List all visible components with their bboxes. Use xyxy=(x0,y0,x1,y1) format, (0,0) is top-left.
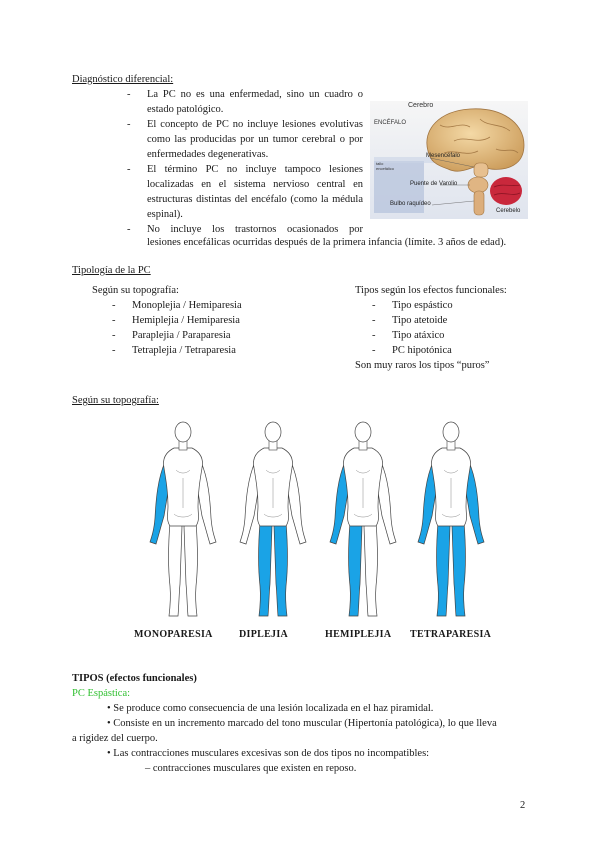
list-item: - Hemiplejia / Hemiparesia xyxy=(112,313,312,328)
left-leg xyxy=(259,522,273,616)
list-item: - La PC no es una enfermedad, sino un cuadro o estado patológico. xyxy=(127,87,363,117)
brain-label-mesencefalo: Mesencéfalo xyxy=(426,153,461,159)
subheading-pc-espastica: PC Espástica: xyxy=(72,688,131,699)
list-item: - PC hipotónica xyxy=(372,343,532,358)
brain-label-puente: Puente de Varolio xyxy=(410,181,458,187)
head xyxy=(443,422,459,442)
brain-label-bulbo: Bulbo raquídeo xyxy=(390,201,431,207)
section-heading-tipologia: Tipología de la PC xyxy=(72,265,151,276)
body-figures-svg xyxy=(138,418,498,623)
left-leg xyxy=(349,522,363,616)
diagnostico-list xyxy=(127,87,363,222)
list-item: - Monoplejia / Hemiparesia xyxy=(112,298,312,313)
brain-label-cerebelo: Cerebelo xyxy=(496,208,521,214)
list-item-continuation: lesiones encefálicas ocurridas después de la primera infancia (límite. 3 años de edad). xyxy=(147,237,507,248)
section-heading-diagnostico: Diagnóstico diferencial: xyxy=(72,74,174,85)
bullet-item: • Las contracciones musculares excesivas son de dos tipos no incompatibles: xyxy=(107,748,430,759)
section-heading-tipos: TIPOS (efectos funcionales) xyxy=(72,673,197,684)
figure-label-diplejia: DIPLEJIA xyxy=(239,629,289,640)
list-item: - Tipo atetoide xyxy=(372,313,532,328)
body-figure xyxy=(418,422,484,616)
brain-illustration xyxy=(370,101,528,219)
efectos-note: Son muy raros los tipos “puros” xyxy=(355,360,490,371)
right-leg xyxy=(184,522,198,616)
right-leg xyxy=(364,522,378,616)
list-item: - Tipo espástico xyxy=(372,298,532,313)
efectos-list xyxy=(372,298,532,358)
figure-label-monoparesia: MONOPARESIA xyxy=(134,629,213,640)
brain-label-encefalo: ENCÉFALO xyxy=(374,120,407,126)
topografia-title: Según su topografía: xyxy=(92,285,179,296)
left-leg xyxy=(169,522,183,616)
bullet-item-continuation: a rigidez del cuerpo. xyxy=(72,733,158,744)
bullet-item: • Se produce como consecuencia de una lesión localizada en el haz piramidal. xyxy=(107,703,434,714)
body-figure xyxy=(330,422,396,616)
list-item: - Tipo atáxico xyxy=(372,328,532,343)
list-item: - El concepto de PC no incluye lesiones evolutivas como las producidas por un tumor cerebral o por enfermedades degenerativas. xyxy=(127,117,363,162)
figure-label-hemiplejia: HEMIPLEJIA xyxy=(325,629,392,640)
list-item: - Paraplejia / Paraparesia xyxy=(112,328,312,343)
list-item: - No incluye los trastornos ocasionados por xyxy=(127,224,363,235)
head xyxy=(175,422,191,442)
body-figure xyxy=(240,422,306,616)
efectos-title: Tipos según los efectos funcionales: xyxy=(355,285,507,296)
brain-label-cerebro: Cerebro xyxy=(408,102,434,109)
body-figure xyxy=(150,422,216,616)
page-number: 2 xyxy=(520,800,526,811)
figure-label-tetraparesia: TETRAPARESIA xyxy=(410,629,492,640)
right-leg xyxy=(274,522,288,616)
section-heading-topografia: Según su topografía: xyxy=(72,395,159,406)
head xyxy=(265,422,281,442)
bullet-item: • Consiste en un incremento marcado del tono muscular (Hipertonía patológica), lo que lleva xyxy=(107,718,497,729)
left-leg xyxy=(437,522,451,616)
sub-bullet-item: – contracciones musculares que existen en reposo. xyxy=(145,763,357,774)
list-item: - Tetraplejia / Tetraparesia xyxy=(112,343,312,358)
right-leg xyxy=(452,522,466,616)
brain-label-tronco: tallo encefálico xyxy=(376,161,395,171)
topografia-list xyxy=(112,298,312,358)
topography-figures xyxy=(138,418,498,623)
head xyxy=(355,422,371,442)
list-item: - El término PC no incluye tampoco lesiones localizadas en el sistema nervioso central en estructuras distintas del encéfalo (como la médula espinal). xyxy=(127,162,363,222)
